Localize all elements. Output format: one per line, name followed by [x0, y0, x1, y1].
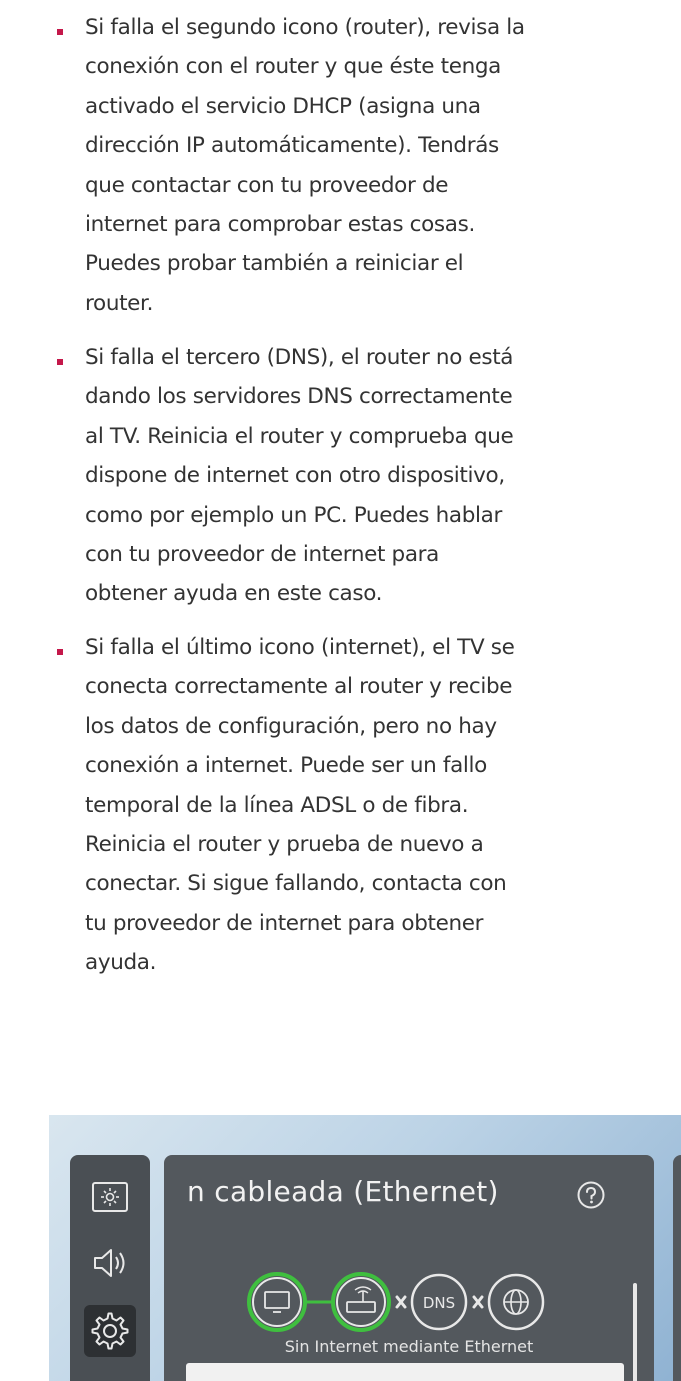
bullet-marker: [57, 649, 63, 655]
connection-status-text: Sin Internet mediante Ethernet: [284, 1337, 534, 1356]
settings-field[interactable]: [186, 1363, 624, 1381]
dns-status-node: [412, 1275, 466, 1329]
connection-status-diagram: [246, 1269, 566, 1335]
tv-settings-sidebar: [70, 1155, 150, 1381]
help-icon[interactable]: [577, 1181, 605, 1209]
bullet-text: Si falla el tercero (DNS), el router no está dando los servidores DNS correctamente al TV. Reinicia el router y comprueba que dispone de internet con otro dispositivo, como por ejemplo un PC. Puedes hablar con tu proveedor de internet para obtener ayuda en este caso.: [85, 345, 514, 607]
router-status-node: [333, 1274, 389, 1330]
dns-label: DNS: [422, 1294, 456, 1312]
network-connection-panel: [164, 1155, 654, 1381]
globe-status-node: [489, 1275, 543, 1329]
tv-status-node: [249, 1274, 305, 1330]
tv-network-screenshot: [49, 1115, 681, 1381]
panel-title: n cableada (Ethernet): [187, 1175, 499, 1208]
failure-x-icon: [474, 1297, 482, 1307]
adjacent-panel: [673, 1155, 681, 1381]
bullet-marker: [57, 29, 63, 35]
bullet-text: Si falla el último icono (internet), el TV se conecta correctamente al router y recibe los datos de configuración, pero no hay conexión a internet. Puede ser un fallo temporal de la línea ADSL o de fibra. Reinicia el router y prueba de nuevo a conectar. Si sigue fallando, contacta con tu proveedor de internet para obtener ayuda.: [85, 635, 515, 976]
bullet-marker: [57, 359, 63, 365]
failure-x-icon: [397, 1297, 405, 1307]
panel-scrollbar[interactable]: [633, 1283, 637, 1381]
settings-icon[interactable]: [84, 1305, 136, 1357]
bullet-text: Si falla el segundo icono (router), revisa la conexión con el router y que éste tenga activado el servicio DHCP (asigna una dirección IP automáticamente). Tendrás que contactar con tu proveedor de internet para comprobar estas cosas. Puedes probar también a reiniciar el router.: [85, 15, 525, 316]
picture-icon[interactable]: [84, 1171, 136, 1223]
sound-icon[interactable]: [84, 1237, 136, 1289]
